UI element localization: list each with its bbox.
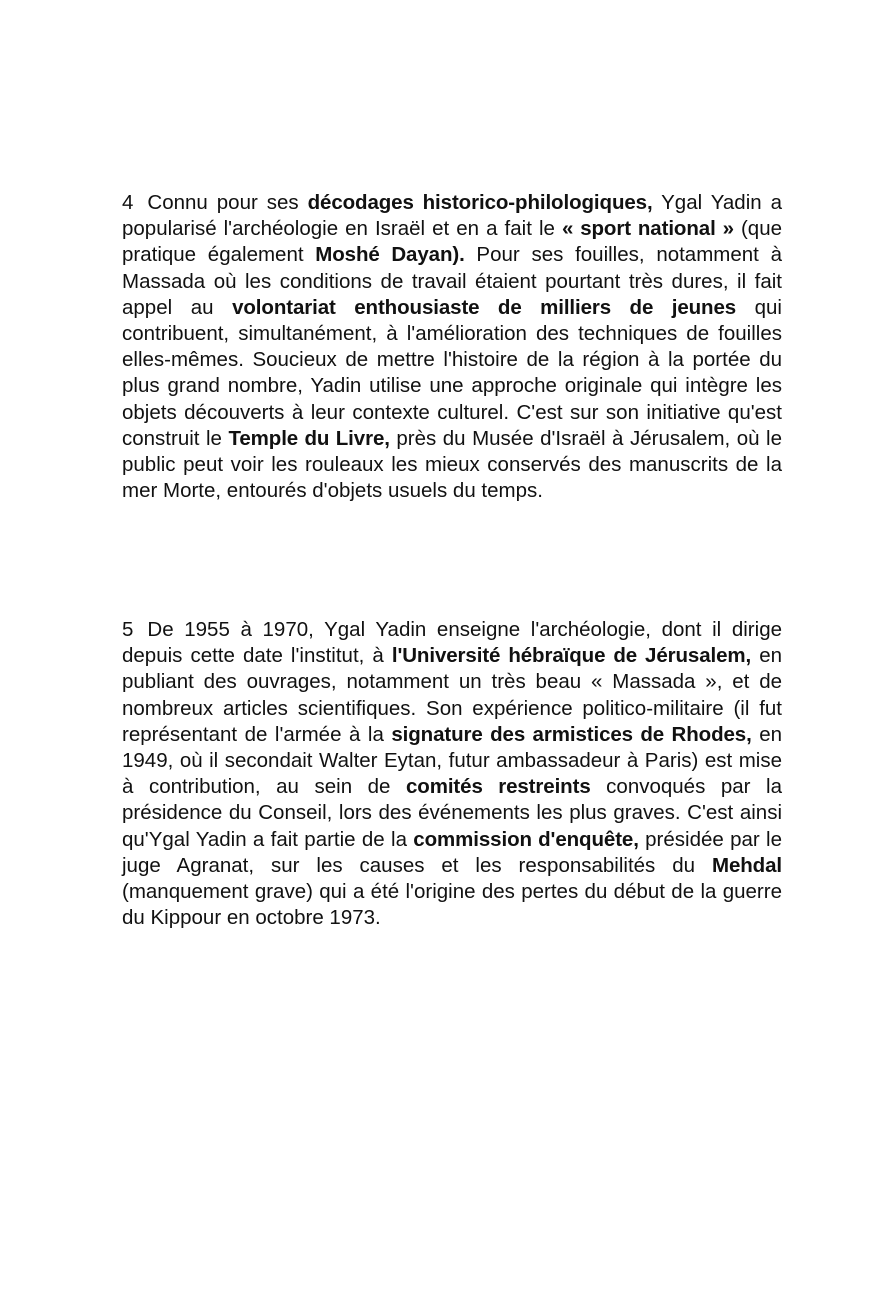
bold-term: commission d'enquête, (413, 827, 639, 851)
text-segment: Pour ses fouilles, notamment à Massada où les conditions de travail étaient pourtant très dures, il fait appel au (122, 243, 782, 319)
bold-term: signature des armistices de Rhodes, (391, 722, 752, 746)
text-segment: convoqués par la présidence du Conseil, lors des événements les plus graves. C'est ainsi qu'Ygal Yadin a fait partie de la (122, 775, 782, 851)
bold-term: l'Université hébraïque de Jérusalem, (391, 644, 752, 668)
bold-term: Moshé Dayan). (315, 243, 465, 267)
bold-term: Temple du Livre, (228, 426, 390, 450)
text-segment: en publiant des ouvrages, notamment un très beau « Massada », et de nombreux articles scientifiques. Son expérience politico-militaire (il fut représentant de l'armée à la (122, 644, 782, 746)
text-segment: présidée par le juge Agranat, sur les causes et les responsabilités du (122, 827, 782, 877)
text-segment: près du Musée d'Israël à Jérusalem, où le public peut voir les rouleaux les mieux conservés des manuscrits de la mer Morte, entourés d'objets usuels du temps. (122, 426, 782, 503)
bold-term: volontariat enthousiaste de milliers de jeunes (232, 295, 737, 319)
footnote-number: 4 (122, 191, 134, 214)
footnote-number: 5 (122, 618, 134, 641)
text-segment: De 1955 à 1970, Ygal Yadin enseigne l'archéologie, dont il dirige depuis cette date l'institut, à (122, 618, 782, 668)
bold-term: Mehdal (711, 853, 782, 877)
text-segment: (manquement grave) qui a été l'origine des pertes du début de la guerre du Kippour en octobre 1973. (122, 880, 782, 930)
bold-term: décodages historico-philologiques, (307, 191, 653, 214)
text-segment: qui contribuent, simultanément, à l'amélioration des techniques de fouilles elles-mêmes. Soucieux de mettre l'histoire de la région à la portée du plus grand nombre, Yadin utilise une approche originale qui intègre les objets découverts à leur contexte culturel. C'est sur son initiative qu'est construit le (122, 295, 782, 450)
text-segment: en 1949, où il secondait Walter Eytan, futur ambassadeur à Paris) est mise à contribution, au sein de (122, 722, 782, 799)
bold-term: « sport national » (561, 217, 734, 241)
footnote-4 (122, 190, 782, 504)
text-segment: Ygal Yadin a popularisé l'archéologie en Israël et en a fait le (122, 191, 782, 241)
footnote-5 (122, 617, 782, 931)
bold-term: comités restreints (405, 775, 591, 799)
text-segment: (que pratique également (122, 217, 782, 267)
text-segment: Connu pour ses (147, 191, 308, 214)
